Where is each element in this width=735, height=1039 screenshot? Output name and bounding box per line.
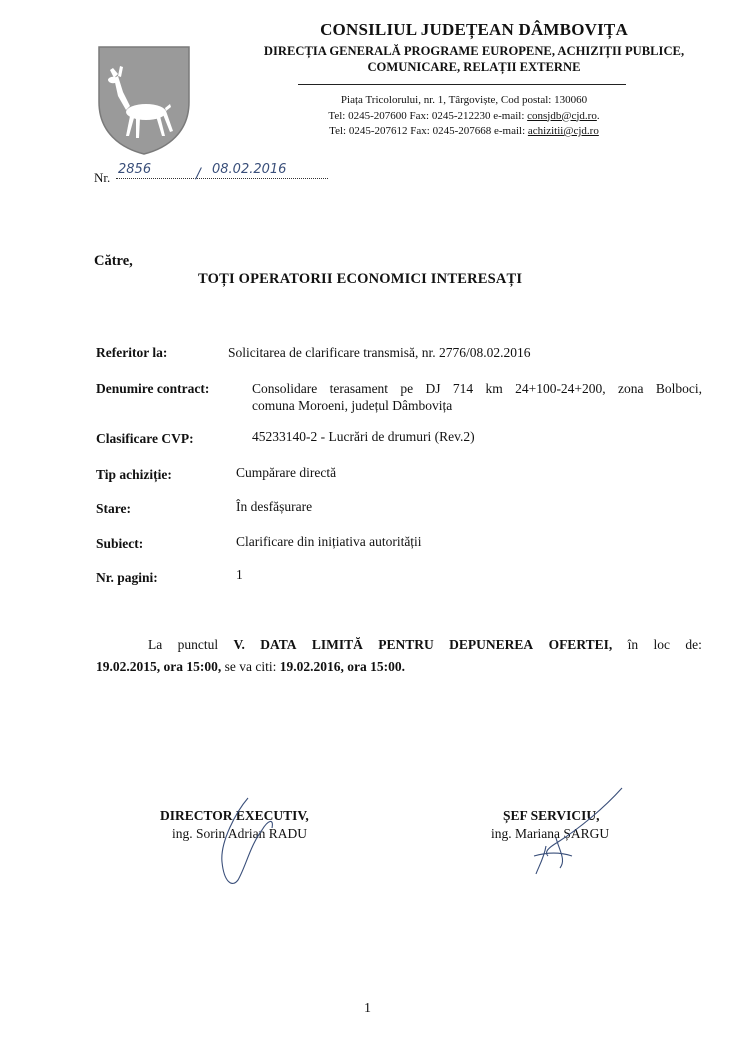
paragraph-line-2: [96, 656, 702, 678]
word-5: LIMITĂ: [311, 637, 363, 652]
referitor-label: Referitor la:: [96, 345, 168, 360]
left-signatory-name: ing. Sorin Adrian RADU: [172, 826, 307, 841]
cvp-value: 45233140-2 - Lucrări de drumuri (Rev.2): [252, 429, 475, 444]
procurement-type-value: Cumpărare directă: [236, 465, 337, 480]
registration-slash: /: [196, 166, 201, 182]
old-deadline: 19.02.2015, ora 15:00,: [96, 659, 222, 674]
word-1: La: [148, 637, 163, 652]
registration-date-handwritten: 08.02.2016: [212, 162, 287, 177]
contract-name-value-line-1: Consolidare terasament pe DJ 714 km 24+100-24+200, zona Bolboci,: [252, 381, 702, 396]
organization-title: CONSILIUL JUDEȚEAN DÂMBOVIȚA: [320, 20, 628, 39]
page-number: 1: [364, 1001, 371, 1016]
right-signatory-name: ing. Mariana ȘARGU: [491, 826, 610, 841]
word-7: DEPUNEREA: [449, 637, 534, 652]
word-10: loc: [653, 637, 670, 652]
registration-number-label: Nr.: [94, 170, 111, 185]
department-name-line-2: COMUNICARE, RELAȚII EXTERNE: [367, 60, 581, 74]
cvp-label: Clasificare CVP:: [96, 431, 194, 446]
status-label: Stare:: [96, 501, 131, 516]
new-deadline: 19.02.2016, ora 15:00.: [279, 659, 405, 674]
department-name: [224, 43, 724, 75]
recipient-heading: TOȚI OPERATORII ECONOMICI INTERESAȚI: [198, 271, 523, 287]
registration-number-handwritten: 2856: [118, 162, 152, 177]
contact-line-1: [296, 109, 632, 125]
registration-number-line: [116, 178, 328, 179]
email-link-consjdb[interactable]: consjdb@cjd.ro: [527, 109, 597, 122]
contact-block: [296, 93, 632, 140]
word-6: PENTRU: [378, 637, 434, 652]
coat-of-arms-deer-crest: [96, 44, 192, 156]
procurement-type-label: Tip achiziție:: [96, 467, 172, 482]
status-value: În desfășurare: [236, 499, 313, 514]
to-label: Către,: [94, 253, 133, 269]
page-count-label: Nr. pagini:: [96, 570, 158, 585]
word-9: în: [627, 637, 639, 652]
paragraph-line-1: [96, 634, 702, 656]
contact-line-2-phones: Tel: 0245-207612 Fax: 0245-207668 e-mail:: [329, 125, 528, 137]
word-4: DATA: [260, 637, 297, 652]
contact-line-1-suffix: .: [596, 109, 600, 122]
header-divider: [298, 84, 626, 85]
contract-name-label: Denumire contract:: [96, 381, 210, 396]
word-3: V.: [233, 637, 245, 652]
word-2: punctul: [177, 637, 219, 652]
address-line: Piața Tricolorului, nr. 1, Târgoviște, Cod postal: 130060: [340, 94, 588, 106]
subject-label: Subiect:: [96, 536, 144, 551]
contract-name-value-line-2: comuna Moroeni, județul Dâmbovița: [252, 398, 453, 413]
department-name-line-1: DIRECȚIA GENERALĂ PROGRAME EUROPENE, ACHIZIȚII PUBLICE,: [263, 44, 685, 58]
contact-line-1-phones: Tel: 0245-207600 Fax: 0245-212230 e-mail:: [328, 109, 528, 122]
referitor-value: Solicitarea de clarificare transmisă, nr. 2776/08.02.2016: [228, 345, 531, 360]
word-8: OFERTEI,: [548, 637, 613, 652]
email-link-achizitii[interactable]: achizitii@cjd.ro: [527, 125, 599, 137]
paragraph-middle: se va citi:: [221, 659, 280, 674]
contact-line-2: [296, 124, 632, 140]
subject-value: Clarificare din inițiativa autorității: [236, 534, 422, 549]
page-count-value: 1: [236, 567, 243, 582]
clarification-paragraph: [96, 634, 702, 678]
right-signatory-title: ȘEF SERVICIU,: [503, 808, 600, 823]
left-signatory-title: DIRECTOR EXECUTIV,: [160, 808, 309, 823]
word-11: de:: [685, 637, 702, 652]
